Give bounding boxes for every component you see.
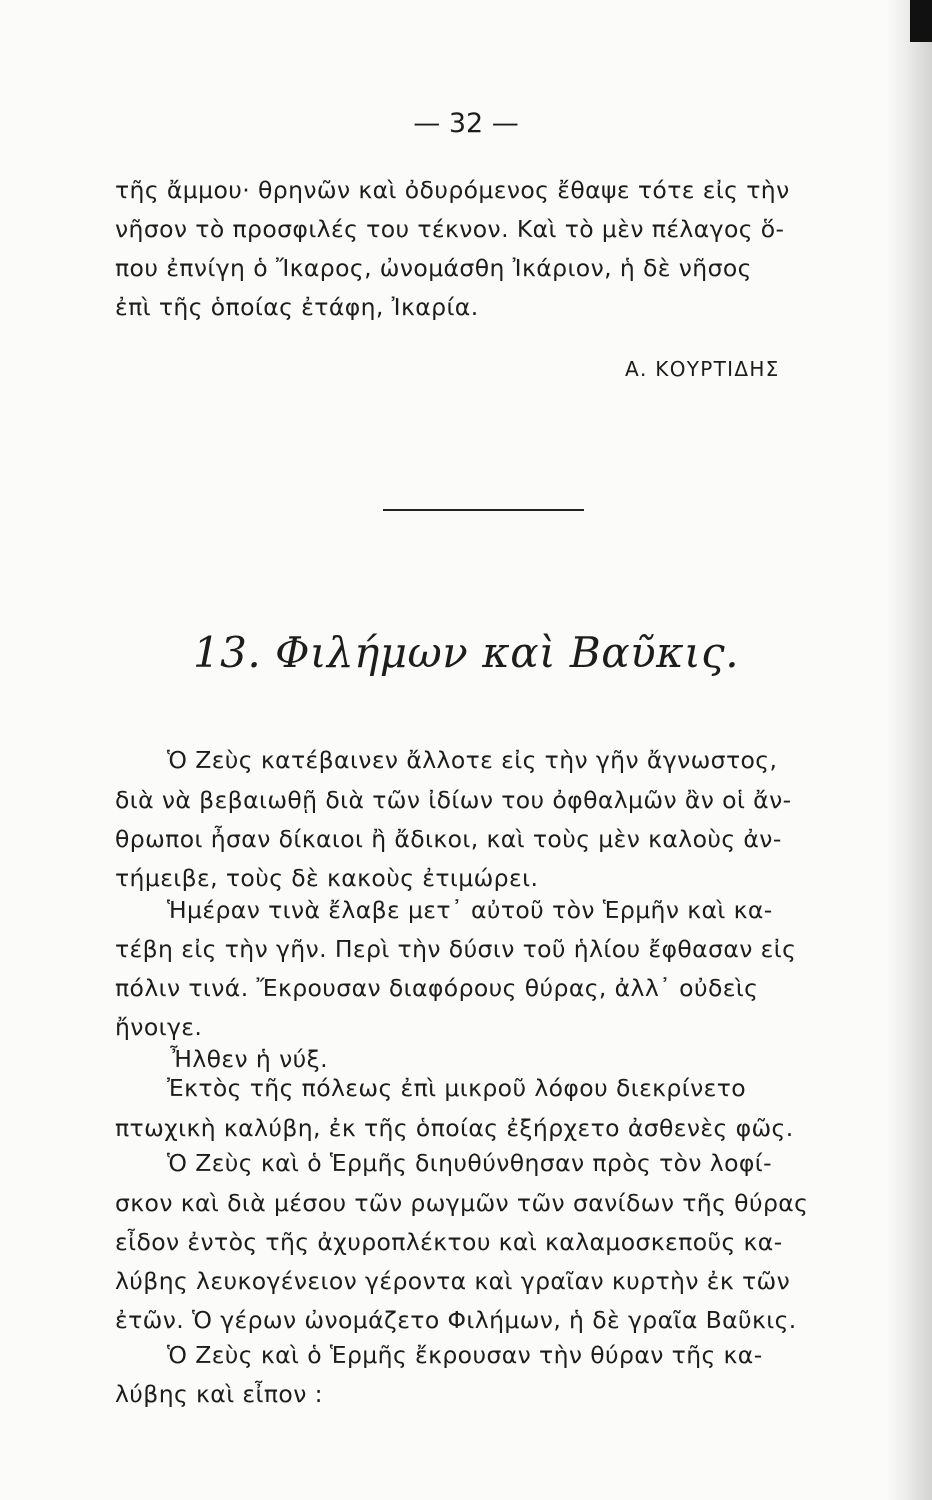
body-line: τέβη εἰς τὴν γῆν. Περὶ τὴν δύσιν τοῦ ἡλίου ἔφθασαν εἰς [115,935,797,963]
continuation-line: ἐπὶ τῆς ὁποίας ἐτάφη, Ἰκαρία. [115,293,479,321]
continuation-line: που ἐπνίγη ὁ Ἴκαρος, ὠνομάσθη Ἰκάριον, ἡ δὲ νῆσος [115,254,752,282]
body-line: ἤνοιγε. [115,1013,203,1041]
continuation-line: νῆσον τὸ προσφιλές του τέκνον. Καὶ τὸ μὲν πέλαγος ὅ- [115,215,785,243]
body-line: λύβης καὶ εἶπον : [115,1380,323,1408]
body-line: θρωποι ἦσαν δίκαιοι ἢ ἄδικοι, καὶ τοὺς μὲν καλοὺς ἀν- [115,825,782,853]
continuation-line: τῆς ἄμμου· θρηνῶν καὶ ὀδυρόμενος ἔθαψε τότε εἰς τὴν [115,176,790,204]
body-line: Ἡμέραν τινὰ ἔλαβε μετ᾽ αὐτοῦ τὸν Ἑρμῆν καὶ κα- [167,896,773,924]
body-line: λύβης λευκογένειον γέροντα καὶ γραῖαν κυρτὴν ἐκ τῶν [115,1267,791,1295]
chapter-title: 13. Φιλήμων καὶ Βαῦκις. [192,628,740,677]
scan-edge-mark [910,0,932,42]
page-number: — 32 — [413,108,519,139]
body-line: εἶδον ἐντὸς τῆς ἀχυροπλέκτου καὶ καλαμοσκεποῦς κα- [115,1228,783,1256]
body-line: ἐτῶν. Ὁ γέρων ὠνομάζετο Φιλήμων, ἡ δὲ γραῖα Βαῦκις. [115,1306,797,1334]
body-line: πτωχικὴ καλύβη, ἐκ τῆς ὁποίας ἐξήρχετο ἀσθενὲς φῶς. [115,1114,794,1142]
body-line: διὰ νὰ βεβαιωθῇ διὰ τῶν ἰδίων του ὀφθαλμῶν ἂν οἱ ἄν- [115,786,792,814]
page-edge-shadow [886,0,932,1500]
body-line: σκον καὶ διὰ μέσου τῶν ρωγμῶν τῶν σανίδων τῆς θύρας [115,1189,809,1217]
section-divider [383,509,584,511]
body-line: Ἦλθεν ἡ νύξ. [170,1045,328,1073]
body-line: Ὁ Ζεὺς κατέβαινεν ἄλλοτε εἰς τὴν γῆν ἄγνωστος, [167,746,778,774]
body-line: Ἐκτὸς τῆς πόλεως ἐπὶ μικροῦ λόφου διεκρίνετο [167,1074,747,1102]
author-signature: Α. ΚΟΥΡΤΙΔΗΣ [625,357,780,381]
body-line: πόλιν τινά. Ἔκρουσαν διαφόρους θύρας, ἀλλ᾽ οὐδεὶς [115,974,759,1002]
body-line: Ὁ Ζεὺς καὶ ὁ Ἑρμῆς διηυθύνθησαν πρὸς τὸν λοφί- [167,1149,773,1177]
body-line: τήμειβε, τοὺς δὲ κακοὺς ἐτιμώρει. [115,864,539,892]
body-line: Ὁ Ζεὺς καὶ ὁ Ἑρμῆς ἔκρουσαν τὴν θύραν τῆς κα- [167,1341,763,1369]
